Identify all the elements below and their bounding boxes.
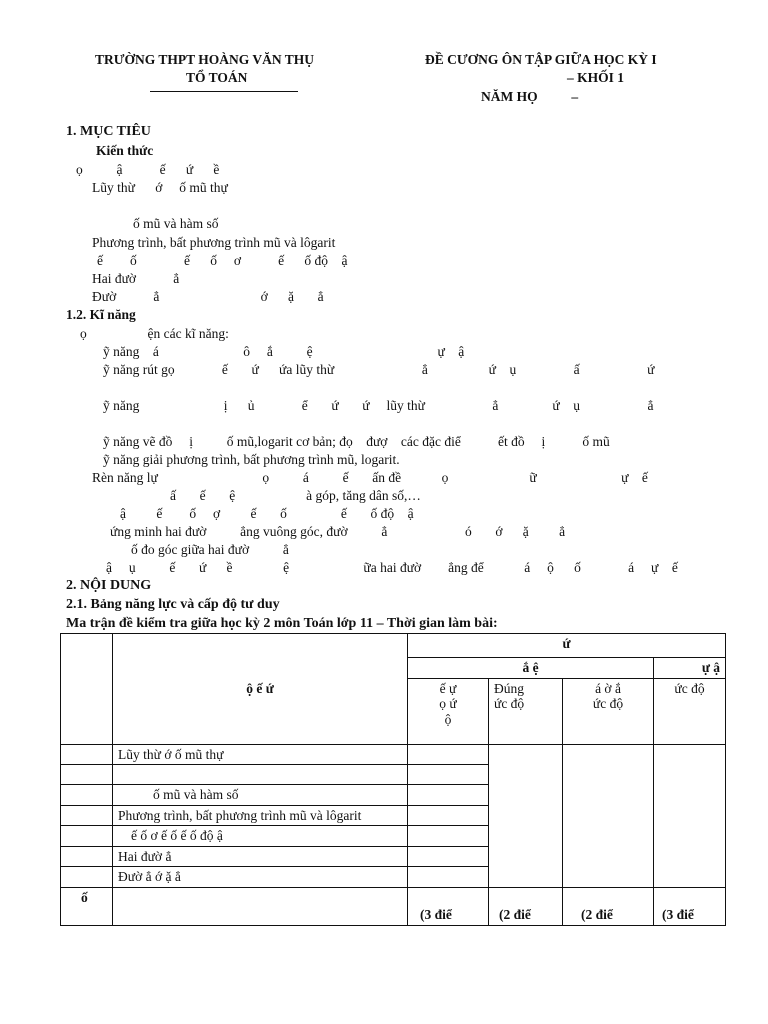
knowledge-line: ố mũ và hàm số: [133, 216, 219, 231]
knowledge-line: ọ ậ ế ứ ề: [76, 162, 220, 177]
skills-line: ỹ năng giải phương trình, bất phương trình mũ, logarit.: [103, 452, 400, 467]
matrix-header-row: [61, 634, 726, 658]
skills-line: ỹ năng vẽ đồ ị ố mũ,logarit cơ bản; đọ đượ các đặc điể ết đồ ị ố mũ: [103, 434, 610, 449]
skills-line: ố đo góc giữa hai đườ ẳ: [131, 542, 289, 557]
skills-line: ấ ế ệ à góp, tăng dân số,…: [170, 488, 421, 503]
table-row: [61, 744, 726, 765]
matrix-header-top: ứ: [408, 634, 726, 658]
skills-line: ứng minh hai đườ ẳng vuông góc, đườ ẳ ó ớ ặ ẳ: [110, 524, 566, 539]
matrix-col-header: ế ự ọ ứ ộ: [408, 678, 489, 744]
matrix-header-content: ộ ế ứ: [113, 634, 408, 745]
subheading-capability-table: 2.1. Bảng năng lực và cấp độ tư duy: [66, 597, 280, 612]
matrix-group-header-2: ự ậ: [654, 658, 726, 679]
matrix-group-header-1: ắ ệ: [408, 658, 654, 679]
department-name: TỔ TOÁN: [186, 70, 248, 85]
exam-matrix-table: [60, 633, 726, 926]
skills-line: Rèn năng lự ọ á ế ấn đề ọ ữ ự ế: [92, 470, 648, 485]
matrix-title: Ma trận đề kiểm tra giữa học kỳ 2 môn Toán lớp 11 – Thời gian làm bài:: [66, 616, 498, 631]
matrix-row-topic: Hai đườ ẳ: [113, 846, 408, 867]
matrix-row-topic: Đườ ẳ ớ ặ ẳ: [113, 867, 408, 888]
knowledge-line: Phương trình, bất phương trình mũ và lôgarit: [92, 235, 336, 250]
matrix-total-label: ố: [61, 887, 113, 925]
subheading-skills: 1.2. Kĩ năng: [66, 307, 136, 322]
matrix-total-points: (3 điể: [654, 887, 726, 925]
doc-title-line2: – KHỐI 1: [567, 70, 625, 85]
matrix-col-header: ức độ: [654, 678, 726, 744]
section-heading-content: 2. NỘI DUNG: [66, 578, 152, 593]
matrix-row-topic: ế ố ơ ế ố ế ố độ ậ: [113, 826, 408, 847]
header-underline: [150, 91, 298, 92]
skills-line: ậ ụ ế ứ ề ệ ữa hai đườ ẳng để á ộ ố á ự ế: [106, 560, 678, 575]
matrix-col-header: á ờ ắ ức độ: [563, 678, 654, 744]
knowledge-line: Lũy thừ ớ ố mũ thự: [92, 180, 228, 195]
matrix-total-points: (2 điể: [489, 887, 563, 925]
skills-line: ỹ năng rút gọ ế ứ ứa lũy thừ ẳ ứ ụ ấ ứ: [103, 362, 655, 377]
matrix-header-index-cell: [61, 634, 113, 745]
matrix-row-topic: Lũy thừ ớ ố mũ thự: [113, 744, 408, 765]
matrix-row-topic: [113, 765, 408, 785]
knowledge-line: Đườ ẳ ớ ặ ẳ: [92, 289, 324, 304]
subheading-knowledge: Kiến thức: [96, 143, 154, 158]
doc-title-line3: NĂM HỌ –: [481, 89, 579, 104]
matrix-row-topic: Phương trình, bất phương trình mũ và lôgarit: [113, 805, 408, 826]
matrix-row-topic: ố mũ và hàm số: [113, 785, 408, 806]
matrix-total-row: [61, 887, 726, 925]
skills-line: ỹ năng á ô ắ ệ ự ậ: [103, 344, 465, 359]
knowledge-line: Hai đườ ẳ: [92, 271, 180, 286]
skills-line: ọ ện các kĩ năng:: [80, 326, 229, 341]
skills-line: ỹ năng ị ủ ể ứ ứ lũy thừ ẳ ứ ụ ẳ: [103, 398, 654, 413]
section-heading-objectives: 1. MỤC TIÊU: [66, 124, 151, 139]
matrix-total-points: (2 điể: [563, 887, 654, 925]
matrix-total-points: (3 điể: [408, 887, 489, 925]
school-name: TRƯỜNG THPT HOÀNG VĂN THỤ: [95, 52, 315, 67]
doc-title-line1: ĐỀ CƯƠNG ÔN TẬP GIỮA HỌC KỲ I: [425, 52, 657, 67]
skills-line: ậ ế ố ợ ế ố ế ố độ ậ: [120, 506, 414, 521]
knowledge-line: ế ố ế ố ơ ế ố độ ậ: [97, 253, 348, 268]
matrix-col-header: Đúng ức độ: [489, 678, 563, 744]
